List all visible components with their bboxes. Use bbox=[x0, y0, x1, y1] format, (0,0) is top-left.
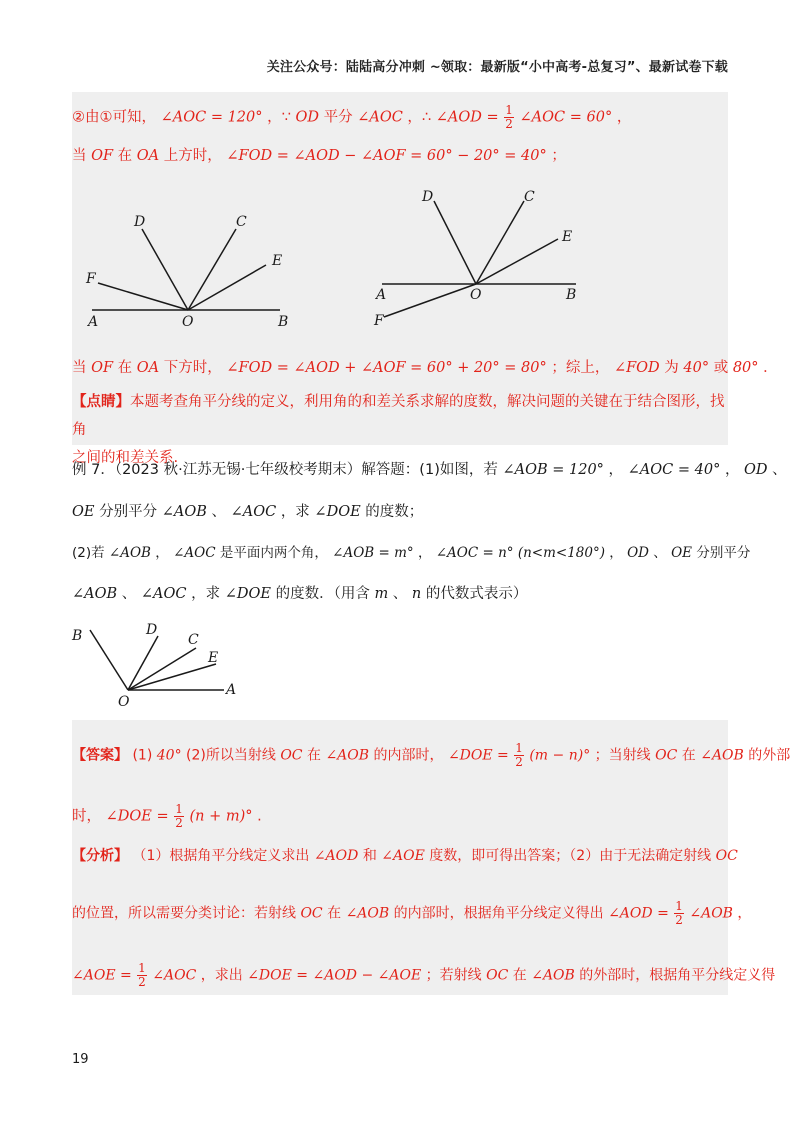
numerator: 1 bbox=[138, 961, 146, 975]
comment-text: 之间的和差关系. bbox=[72, 450, 179, 466]
math: OD bbox=[627, 545, 649, 561]
page-number: 19 bbox=[72, 1052, 89, 1067]
label-b: B bbox=[72, 628, 83, 644]
text: 平分 bbox=[323, 109, 353, 126]
math: ∠AOC bbox=[152, 967, 197, 984]
ray-ob bbox=[90, 630, 128, 690]
fraction bbox=[514, 742, 524, 769]
math: ∠AOB = m° bbox=[332, 545, 414, 561]
text: 的度数．（用含 bbox=[275, 586, 370, 602]
figure-1 bbox=[80, 205, 300, 335]
text: 、 bbox=[772, 462, 787, 478]
math: ∠AOC = 40° bbox=[627, 462, 721, 478]
text: 在 bbox=[327, 905, 342, 922]
math: ∠AOC = 120° bbox=[160, 109, 263, 126]
text: 分别平分 bbox=[696, 545, 751, 561]
text: 的内部时， bbox=[373, 747, 444, 764]
text: ， bbox=[417, 545, 432, 561]
text: ，求出 bbox=[200, 967, 243, 984]
math: OF bbox=[91, 360, 114, 376]
math: ∠DOE bbox=[314, 504, 361, 520]
fraction bbox=[504, 104, 514, 131]
text: (2)所以当射线 bbox=[186, 747, 276, 764]
text: ，求 bbox=[280, 504, 310, 520]
text: ，∵ bbox=[267, 109, 291, 126]
math: ∠DOE bbox=[224, 586, 271, 602]
math: ∠AOE = bbox=[72, 967, 132, 984]
ray-od bbox=[434, 201, 476, 284]
math: OC bbox=[715, 848, 738, 864]
text: . bbox=[257, 808, 262, 825]
math: OC bbox=[280, 747, 303, 764]
text: 在 bbox=[512, 967, 527, 984]
comment-tag: 【点睛】 bbox=[72, 394, 130, 410]
ray-oe bbox=[188, 265, 266, 310]
math: (n<m<180°) bbox=[517, 545, 605, 561]
label-f: F bbox=[86, 271, 96, 287]
math: OC bbox=[300, 905, 323, 922]
math: ∠AOC bbox=[357, 109, 403, 126]
text: 例 7．（2023 秋·江苏无锡·七年级校考期末）解答题：(1)如图，若 bbox=[72, 462, 498, 478]
numerator: 1 bbox=[515, 741, 523, 755]
label-a: A bbox=[88, 314, 99, 330]
math: OD bbox=[295, 109, 319, 126]
text: 的外部 bbox=[748, 747, 791, 764]
math: OF bbox=[91, 148, 114, 164]
text: 的度数； bbox=[365, 504, 424, 520]
text: 在 bbox=[306, 747, 321, 764]
ray-of bbox=[384, 284, 476, 317]
answer-line-1 bbox=[72, 104, 732, 131]
text: ． bbox=[763, 360, 778, 376]
denominator: 2 bbox=[505, 117, 513, 131]
example7-line-2 bbox=[72, 502, 732, 522]
analysis-tag: 【分析】 bbox=[72, 848, 128, 864]
label-d: D bbox=[146, 622, 158, 638]
text: 上方时， bbox=[163, 148, 222, 164]
text: 的代数式表示） bbox=[425, 586, 528, 602]
text: ， bbox=[155, 545, 169, 561]
answer-line-2 bbox=[72, 146, 732, 166]
math: ∠AOC = n° bbox=[435, 545, 514, 561]
label-f: F bbox=[374, 313, 384, 329]
math: ∠AOC bbox=[140, 586, 187, 602]
math: ∠AOD = bbox=[608, 905, 669, 922]
ray-oc bbox=[188, 229, 236, 310]
text: 分别平分 bbox=[99, 504, 158, 520]
text: 、 bbox=[211, 504, 226, 520]
math: OE bbox=[671, 545, 693, 561]
ray-oe bbox=[128, 664, 216, 690]
fraction bbox=[674, 900, 684, 927]
figure-2 bbox=[370, 183, 590, 333]
math: ∠AOC bbox=[230, 504, 277, 520]
solution-answer-line-1 bbox=[72, 741, 791, 769]
text: ， bbox=[616, 109, 632, 126]
math: ∠DOE = bbox=[447, 747, 509, 764]
label-c: C bbox=[524, 189, 535, 205]
text: 在 bbox=[117, 360, 133, 376]
math: ∠AOB = 120° bbox=[502, 462, 604, 478]
text: ；若射线 bbox=[425, 967, 482, 984]
math: 80° bbox=[732, 360, 759, 376]
label-a: A bbox=[376, 287, 387, 303]
fraction bbox=[174, 803, 184, 830]
denominator: 2 bbox=[175, 816, 183, 830]
answer-tag: 【答案】 bbox=[72, 747, 128, 764]
text: 的内部时，根据角平分线定义得出 bbox=[393, 905, 604, 922]
numerator: 1 bbox=[505, 103, 513, 117]
math: OC bbox=[655, 747, 678, 764]
ray-oc bbox=[128, 648, 196, 690]
math: 40° bbox=[683, 360, 710, 376]
math: ∠AOB bbox=[72, 586, 118, 602]
text: 和 bbox=[362, 848, 377, 864]
math: ∠AOB bbox=[161, 504, 207, 520]
text: (1) bbox=[132, 747, 153, 764]
label-e: E bbox=[562, 229, 573, 245]
text: （1）根据角平分线定义求出 bbox=[132, 848, 310, 864]
label-e: E bbox=[208, 650, 219, 666]
math: n bbox=[411, 586, 422, 602]
math: ∠AOC = 60° bbox=[519, 109, 613, 126]
comment-text: 本题考查角平分线的定义，利用角的和差关系求解的度数，解决问题的关键在于结合图形，找角 bbox=[72, 394, 725, 438]
analysis-line-2 bbox=[72, 899, 752, 927]
math: (n + m)° bbox=[189, 808, 253, 825]
math: ∠AOD = bbox=[435, 109, 499, 126]
label-c: C bbox=[236, 214, 247, 230]
text: ；综上， bbox=[551, 360, 610, 376]
math: ∠AOB bbox=[531, 967, 575, 984]
solution-answer-line-2 bbox=[72, 803, 732, 830]
answer-line-3 bbox=[72, 358, 778, 378]
example7-line-1 bbox=[72, 460, 787, 480]
text: ，∴ bbox=[407, 109, 432, 126]
math: m bbox=[374, 586, 389, 602]
text: 度数，即可得出答案；（2）由于无法确定射线 bbox=[429, 848, 712, 864]
label-e: E bbox=[272, 253, 283, 269]
math: ∠AOC bbox=[173, 545, 216, 561]
text: ， bbox=[608, 462, 624, 478]
label-o: O bbox=[118, 694, 130, 710]
text: ， bbox=[609, 545, 623, 561]
text: ②由①可知， bbox=[72, 109, 156, 126]
text: ， bbox=[724, 462, 740, 478]
math: ∠AOE bbox=[381, 848, 425, 864]
text: ；当射线 bbox=[594, 747, 651, 764]
text: 时， bbox=[72, 808, 101, 825]
math: 40° bbox=[156, 747, 182, 764]
denominator: 2 bbox=[138, 975, 146, 989]
math: ∠DOE = bbox=[105, 808, 169, 825]
numerator: 1 bbox=[175, 802, 183, 816]
text: 当 bbox=[72, 148, 87, 164]
denominator: 2 bbox=[675, 913, 683, 927]
denominator: 2 bbox=[515, 755, 523, 769]
fraction bbox=[137, 962, 147, 989]
math: ∠AOD bbox=[313, 848, 359, 864]
numerator: 1 bbox=[675, 899, 683, 913]
example7-line-3 bbox=[72, 543, 751, 563]
math: OA bbox=[136, 360, 160, 376]
math: ∠FOD = ∠AOD + ∠AOF = 60° + 20° = 80° bbox=[226, 360, 547, 376]
math: OE bbox=[72, 504, 95, 520]
text: ，求 bbox=[191, 586, 221, 602]
math: ∠FOD bbox=[613, 360, 660, 376]
math: OD bbox=[744, 462, 768, 478]
text: 的位置，所以需要分类讨论：若射线 bbox=[72, 905, 296, 922]
text: 、 bbox=[392, 586, 408, 602]
label-d: D bbox=[134, 214, 146, 230]
text: 、 bbox=[121, 586, 137, 602]
label-d: D bbox=[422, 189, 434, 205]
label-c: C bbox=[188, 632, 199, 648]
page-header: 关注公众号：陆陆高分冲刺 ~领取：最新版“小中高考-总复习”、最新试卷下载 bbox=[266, 60, 728, 75]
analysis-line-3 bbox=[72, 961, 776, 989]
text: 的外部时，根据角平分线定义得 bbox=[579, 967, 776, 984]
label-a: A bbox=[226, 682, 237, 698]
text: (2)若 bbox=[72, 545, 105, 561]
text: 是平面内两个角， bbox=[219, 545, 328, 561]
figure-3 bbox=[66, 620, 246, 710]
text: 或 bbox=[713, 360, 729, 376]
text: ， bbox=[737, 905, 752, 922]
text: 、 bbox=[653, 545, 667, 561]
math: OA bbox=[136, 148, 160, 164]
text: 在 bbox=[681, 747, 696, 764]
math: ∠AOB bbox=[700, 747, 744, 764]
label-o: O bbox=[182, 314, 194, 330]
math: ∠AOB bbox=[689, 905, 733, 922]
label-b: B bbox=[278, 314, 289, 330]
math: ∠AOB bbox=[325, 747, 370, 764]
math: ∠FOD = ∠AOD − ∠AOF = 60° − 20° = 40° bbox=[226, 148, 547, 164]
math: (m − n)° bbox=[529, 747, 591, 764]
label-o: O bbox=[470, 287, 482, 303]
text: 为 bbox=[664, 360, 679, 376]
example7-line-4 bbox=[72, 584, 732, 604]
analysis-line-1 bbox=[72, 846, 738, 866]
text: ； bbox=[551, 148, 566, 164]
text: 在 bbox=[117, 148, 133, 164]
label-b: B bbox=[566, 287, 577, 303]
math: ∠DOE = ∠AOD − ∠AOE bbox=[247, 967, 422, 984]
math: OC bbox=[486, 967, 509, 984]
math: ∠AOB bbox=[108, 545, 151, 561]
text: 当 bbox=[72, 360, 87, 376]
math: ∠AOB bbox=[345, 905, 390, 922]
text: 下方时， bbox=[163, 360, 222, 376]
